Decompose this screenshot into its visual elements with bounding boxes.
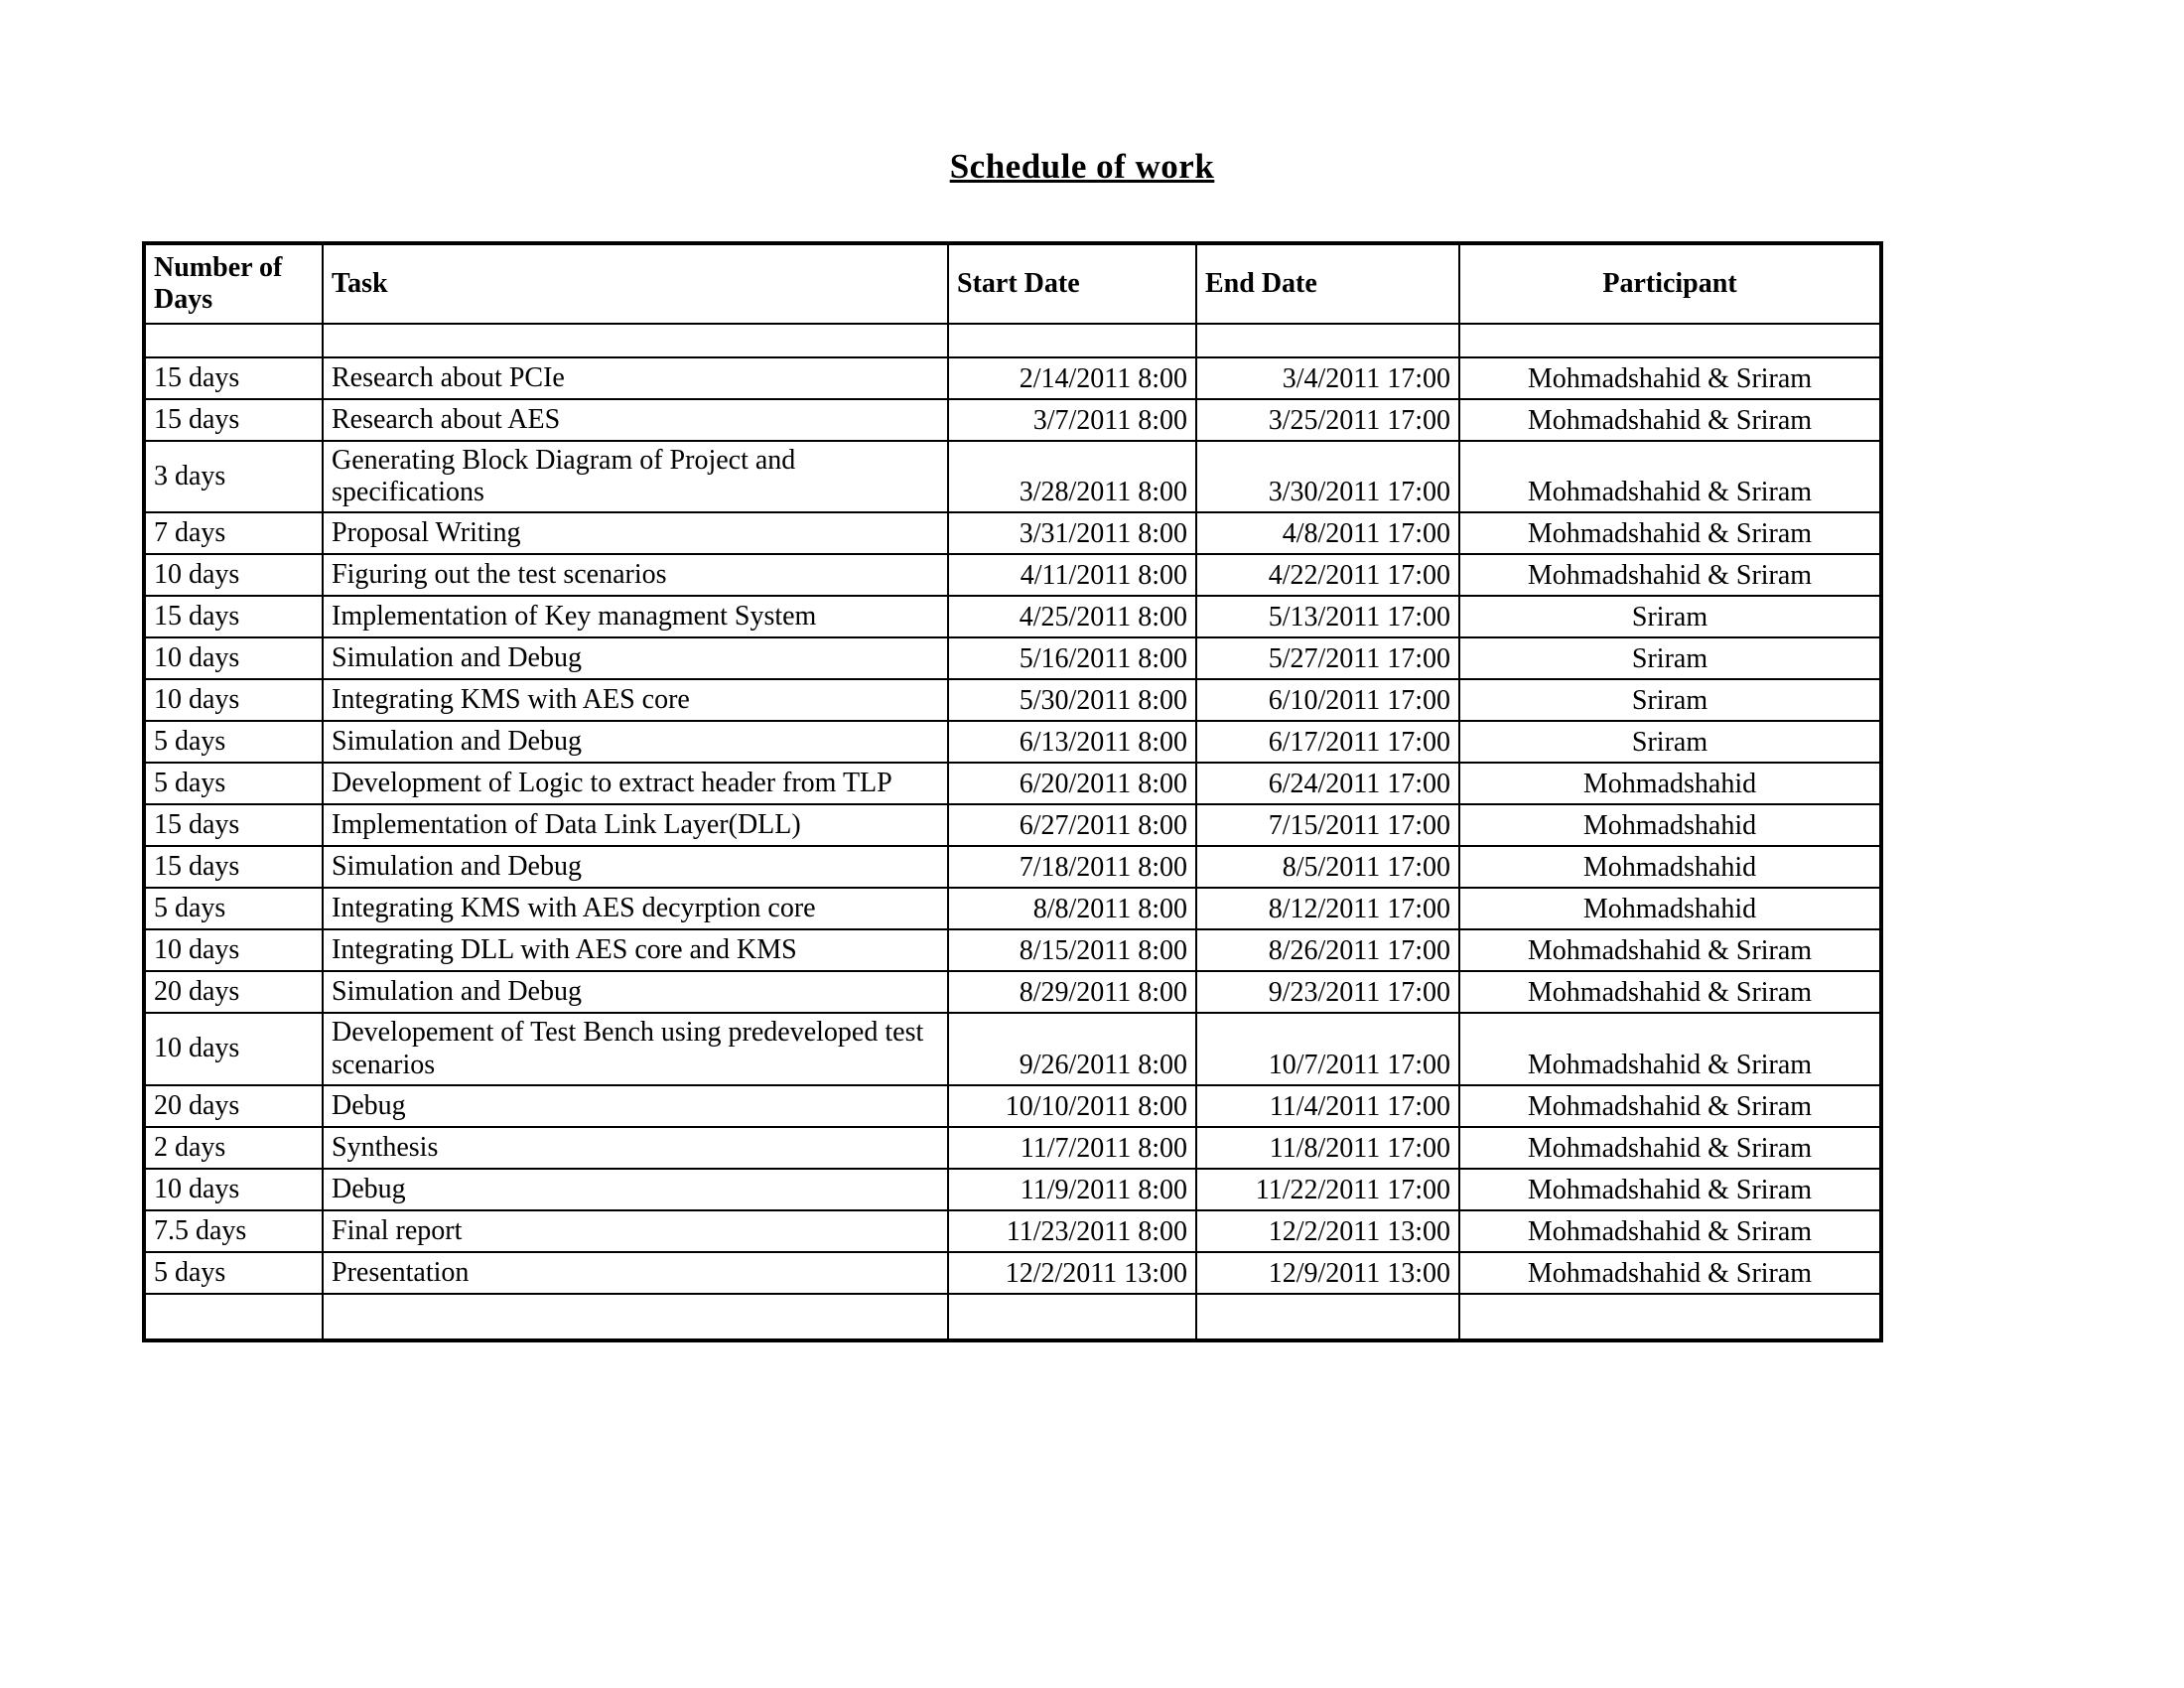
header-task: Task [323, 243, 948, 324]
cell-task: Figuring out the test scenarios [323, 554, 948, 596]
cell-days: 15 days [144, 804, 323, 846]
cell-end-date: 6/24/2011 17:00 [1196, 763, 1459, 804]
cell-start-date: 11/9/2011 8:00 [948, 1169, 1196, 1210]
empty-cell [1459, 324, 1881, 357]
cell-task: Debug [323, 1169, 948, 1210]
cell-task: Simulation and Debug [323, 971, 948, 1013]
empty-cell [1196, 1294, 1459, 1340]
cell-days: 5 days [144, 763, 323, 804]
cell-task: Debug [323, 1085, 948, 1127]
cell-task: Proposal Writing [323, 512, 948, 554]
cell-days: 3 days [144, 441, 323, 512]
cell-task: Research about PCIe [323, 357, 948, 399]
cell-end-date: 8/26/2011 17:00 [1196, 929, 1459, 971]
cell-task: Implementation of Data Link Layer(DLL) [323, 804, 948, 846]
cell-task: Integrating KMS with AES decyrption core [323, 888, 948, 929]
cell-participant: Mohmadshahid & Sriram [1459, 1013, 1881, 1084]
table-row [144, 929, 1881, 971]
cell-end-date: 3/25/2011 17:00 [1196, 399, 1459, 441]
cell-days: 15 days [144, 846, 323, 888]
empty-cell [323, 324, 948, 357]
cell-participant: Mohmadshahid [1459, 846, 1881, 888]
cell-start-date: 5/16/2011 8:00 [948, 637, 1196, 679]
empty-cell [323, 1294, 948, 1340]
cell-task: Developement of Test Bench using predeveloped test scenarios [323, 1013, 948, 1084]
cell-start-date: 6/13/2011 8:00 [948, 721, 1196, 763]
cell-end-date: 9/23/2011 17:00 [1196, 971, 1459, 1013]
cell-participant: Mohmadshahid & Sriram [1459, 1127, 1881, 1169]
cell-participant: Mohmadshahid & Sriram [1459, 929, 1881, 971]
header-start-date: Start Date [948, 243, 1196, 324]
cell-start-date: 6/27/2011 8:00 [948, 804, 1196, 846]
cell-participant: Mohmadshahid & Sriram [1459, 1169, 1881, 1210]
cell-start-date: 8/8/2011 8:00 [948, 888, 1196, 929]
cell-end-date: 5/27/2011 17:00 [1196, 637, 1459, 679]
cell-days: 10 days [144, 1169, 323, 1210]
empty-cell [1196, 324, 1459, 357]
schedule-table-body [144, 357, 1881, 1294]
cell-end-date: 7/15/2011 17:00 [1196, 804, 1459, 846]
cell-task: Integrating DLL with AES core and KMS [323, 929, 948, 971]
cell-days: 7.5 days [144, 1210, 323, 1252]
cell-days: 5 days [144, 721, 323, 763]
cell-start-date: 2/14/2011 8:00 [948, 357, 1196, 399]
cell-days: 2 days [144, 1127, 323, 1169]
cell-participant: Mohmadshahid & Sriram [1459, 357, 1881, 399]
cell-end-date: 11/8/2011 17:00 [1196, 1127, 1459, 1169]
header-participant: Participant [1459, 243, 1881, 324]
schedule-table [142, 241, 1883, 1342]
cell-end-date: 8/5/2011 17:00 [1196, 846, 1459, 888]
cell-days: 5 days [144, 1252, 323, 1294]
cell-days: 10 days [144, 554, 323, 596]
cell-participant: Mohmadshahid & Sriram [1459, 399, 1881, 441]
table-row [144, 399, 1881, 441]
cell-task: Development of Logic to extract header from TLP [323, 763, 948, 804]
cell-start-date: 3/31/2011 8:00 [948, 512, 1196, 554]
cell-start-date: 12/2/2011 13:00 [948, 1252, 1196, 1294]
page-title: Schedule of work [949, 147, 1215, 186]
header-end-date: End Date [1196, 243, 1459, 324]
table-row [144, 1169, 1881, 1210]
header-row [144, 243, 1881, 324]
table-row [144, 596, 1881, 637]
cell-end-date: 10/7/2011 17:00 [1196, 1013, 1459, 1084]
schedule-table-head [144, 243, 1881, 357]
cell-end-date: 4/22/2011 17:00 [1196, 554, 1459, 596]
cell-participant: Mohmadshahid [1459, 888, 1881, 929]
table-row [144, 804, 1881, 846]
cell-start-date: 3/28/2011 8:00 [948, 441, 1196, 512]
cell-participant: Sriram [1459, 679, 1881, 721]
cell-task: Final report [323, 1210, 948, 1252]
cell-end-date: 11/22/2011 17:00 [1196, 1169, 1459, 1210]
cell-participant: Mohmadshahid & Sriram [1459, 1252, 1881, 1294]
cell-end-date: 6/17/2011 17:00 [1196, 721, 1459, 763]
cell-end-date: 12/9/2011 13:00 [1196, 1252, 1459, 1294]
cell-start-date: 4/11/2011 8:00 [948, 554, 1196, 596]
cell-days: 10 days [144, 1013, 323, 1084]
empty-row-bottom [144, 1294, 1881, 1340]
cell-participant: Mohmadshahid & Sriram [1459, 441, 1881, 512]
cell-task: Research about AES [323, 399, 948, 441]
table-row [144, 1085, 1881, 1127]
table-row [144, 763, 1881, 804]
table-row [144, 441, 1881, 512]
cell-task: Implementation of Key managment System [323, 596, 948, 637]
cell-start-date: 8/15/2011 8:00 [948, 929, 1196, 971]
cell-task: Simulation and Debug [323, 721, 948, 763]
cell-end-date: 6/10/2011 17:00 [1196, 679, 1459, 721]
cell-start-date: 11/23/2011 8:00 [948, 1210, 1196, 1252]
cell-start-date: 9/26/2011 8:00 [948, 1013, 1196, 1084]
cell-participant: Mohmadshahid & Sriram [1459, 971, 1881, 1013]
cell-participant: Mohmadshahid [1459, 763, 1881, 804]
cell-end-date: 8/12/2011 17:00 [1196, 888, 1459, 929]
empty-cell [1459, 1294, 1881, 1340]
table-row [144, 554, 1881, 596]
cell-end-date: 3/30/2011 17:00 [1196, 441, 1459, 512]
cell-participant: Mohmadshahid & Sriram [1459, 554, 1881, 596]
cell-end-date: 4/8/2011 17:00 [1196, 512, 1459, 554]
cell-start-date: 3/7/2011 8:00 [948, 399, 1196, 441]
cell-start-date: 5/30/2011 8:00 [948, 679, 1196, 721]
cell-participant: Sriram [1459, 721, 1881, 763]
cell-days: 20 days [144, 971, 323, 1013]
cell-participant: Sriram [1459, 596, 1881, 637]
cell-days: 15 days [144, 596, 323, 637]
cell-end-date: 12/2/2011 13:00 [1196, 1210, 1459, 1252]
cell-task: Simulation and Debug [323, 637, 948, 679]
cell-task: Synthesis [323, 1127, 948, 1169]
empty-row-top [144, 324, 1881, 357]
empty-cell [144, 1294, 323, 1340]
table-row [144, 888, 1881, 929]
table-row [144, 512, 1881, 554]
table-row [144, 1127, 1881, 1169]
cell-end-date: 5/13/2011 17:00 [1196, 596, 1459, 637]
cell-task: Simulation and Debug [323, 846, 948, 888]
cell-end-date: 3/4/2011 17:00 [1196, 357, 1459, 399]
cell-participant: Sriram [1459, 637, 1881, 679]
table-row [144, 846, 1881, 888]
header-days: Number of Days [144, 243, 323, 324]
empty-cell [948, 324, 1196, 357]
cell-days: 10 days [144, 679, 323, 721]
cell-start-date: 8/29/2011 8:00 [948, 971, 1196, 1013]
cell-days: 15 days [144, 357, 323, 399]
cell-days: 10 days [144, 929, 323, 971]
cell-participant: Mohmadshahid & Sriram [1459, 1210, 1881, 1252]
cell-task: Generating Block Diagram of Project and specifications [323, 441, 948, 512]
table-row [144, 721, 1881, 763]
cell-task: Integrating KMS with AES core [323, 679, 948, 721]
cell-start-date: 10/10/2011 8:00 [948, 1085, 1196, 1127]
cell-days: 10 days [144, 637, 323, 679]
empty-cell [948, 1294, 1196, 1340]
cell-start-date: 6/20/2011 8:00 [948, 763, 1196, 804]
cell-start-date: 11/7/2011 8:00 [948, 1127, 1196, 1169]
cell-end-date: 11/4/2011 17:00 [1196, 1085, 1459, 1127]
table-row [144, 679, 1881, 721]
cell-task: Presentation [323, 1252, 948, 1294]
cell-participant: Mohmadshahid & Sriram [1459, 1085, 1881, 1127]
table-row [144, 1210, 1881, 1252]
cell-days: 15 days [144, 399, 323, 441]
table-row [144, 1013, 1881, 1084]
cell-days: 20 days [144, 1085, 323, 1127]
table-row [144, 637, 1881, 679]
table-row [144, 971, 1881, 1013]
cell-days: 5 days [144, 888, 323, 929]
cell-days: 7 days [144, 512, 323, 554]
cell-start-date: 4/25/2011 8:00 [948, 596, 1196, 637]
cell-start-date: 7/18/2011 8:00 [948, 846, 1196, 888]
cell-participant: Mohmadshahid [1459, 804, 1881, 846]
empty-cell [144, 324, 323, 357]
table-row [144, 1252, 1881, 1294]
table-row [144, 357, 1881, 399]
cell-participant: Mohmadshahid & Sriram [1459, 512, 1881, 554]
